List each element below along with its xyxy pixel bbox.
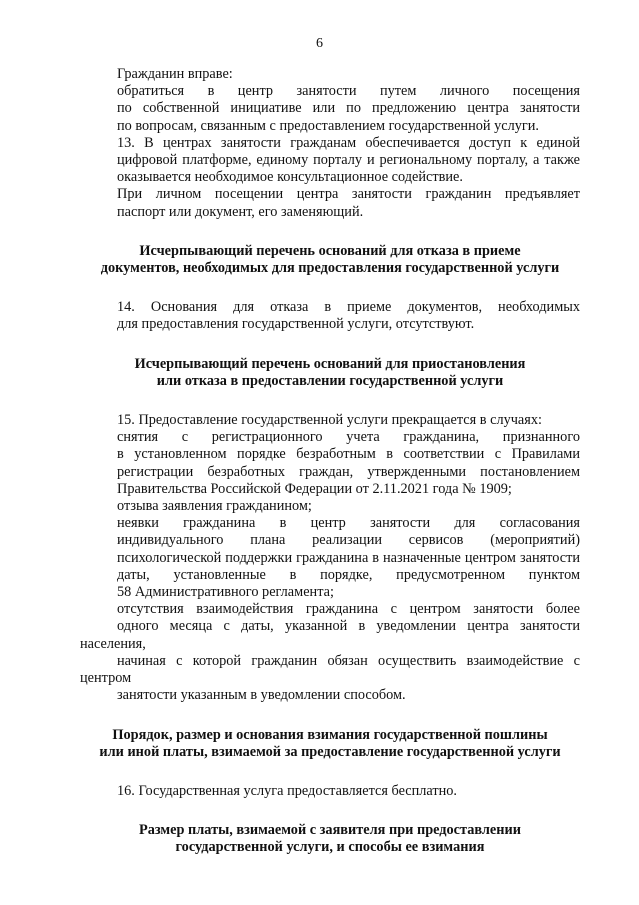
text-line: паспорт или документ, его заменяющий.: [117, 203, 364, 220]
text-line: 13. В центрах занятости гражданам обеспечивается доступ к единой: [117, 134, 580, 151]
paragraph: [80, 429, 580, 498]
paragraph: [80, 498, 580, 515]
document-body: [80, 66, 580, 857]
text-line: отзыва заявления гражданином;: [117, 498, 312, 515]
text-line: снятия с регистрационного учета гражданина, признанного: [117, 429, 580, 446]
paragraph: [80, 515, 580, 601]
text-line: даты, установленные в порядке, предусмотренном пунктом: [117, 566, 580, 583]
section-heading: [80, 356, 580, 390]
text-line: отсутствия взаимодействия гражданина с центром занятости более: [117, 601, 580, 618]
text-line: по вопросам, связанным с предоставлением государственной услуги.: [117, 117, 539, 134]
text-line: 15. Предоставление государственной услуги прекращается в случаях:: [117, 412, 542, 429]
text-line: психологической поддержки гражданина в назначенные центром занятости: [117, 549, 580, 566]
section-heading: [80, 243, 580, 277]
paragraph: [80, 66, 580, 83]
text-line: цифровой платформе, единому порталу и региональному порталу, а также: [117, 152, 580, 169]
text-line: обратиться в центр занятости путем личного посещения: [117, 83, 580, 100]
paragraph: [80, 83, 580, 135]
heading-line: государственной услуги, и способы ее взимания: [175, 839, 485, 856]
paragraph: [80, 186, 580, 220]
paragraph: [80, 299, 580, 333]
text-line: 58 Административного регламента;: [117, 584, 334, 601]
text-line: для предоставления государственной услуги, отсутствуют.: [117, 316, 475, 333]
heading-line: Порядок, размер и основания взимания государственной пошлины: [112, 726, 548, 743]
text-line: оказывается необходимое консультационное содействие.: [117, 169, 463, 186]
heading-line: или иной платы, взимаемой за предоставление государственной услуги: [99, 743, 561, 760]
section-heading: [80, 727, 580, 761]
text-line: занятости указанным в уведомлении способом.: [117, 687, 406, 704]
heading-line: документов, необходимых для предоставления государственной услуги: [100, 260, 560, 277]
text-line: Гражданин вправе:: [117, 66, 233, 82]
paragraph: [80, 601, 580, 704]
text-line: 14. Основания для отказа в приеме документов, необходимых: [117, 299, 580, 316]
text-line: начиная с которой гражданин обязан осуществить взаимодействие с центром: [80, 652, 580, 687]
section-heading: [80, 822, 580, 856]
text-line: в установленном порядке безработным в соответствии с Правилами: [117, 446, 580, 463]
text-line: одного месяца с даты, указанной в уведомлении центра занятости населения,: [80, 618, 580, 652]
paragraph: [80, 412, 580, 429]
text-line: регистрации безработных граждан, утвержденными постановлением: [117, 463, 580, 480]
heading-line: Исчерпывающий перечень оснований для приостановления: [134, 355, 526, 372]
text-line: Правительства Российской Федерации от 2.11.2021 года № 1909;: [117, 480, 512, 497]
text-line: по собственной инициативе или по предложению центра занятости: [117, 100, 580, 117]
text-line: индивидуального плана реализации сервисов (мероприятий): [117, 532, 580, 549]
text-line: 16. Государственная услуга предоставляется бесплатно.: [117, 782, 457, 799]
text-line: неявки гражданина в центр занятости для согласования: [117, 515, 580, 532]
heading-line: Размер платы, взимаемой с заявителя при предоставлении: [139, 822, 521, 839]
heading-line: Исчерпывающий перечень оснований для отказа в приеме: [139, 242, 521, 259]
page-number: 6: [316, 36, 323, 51]
text-line: При личном посещении центра занятости гражданин предъявляет: [117, 186, 580, 203]
paragraph: [80, 135, 580, 187]
heading-line: или отказа в предоставлении государственной услуги: [156, 372, 504, 389]
paragraph: [80, 783, 580, 800]
